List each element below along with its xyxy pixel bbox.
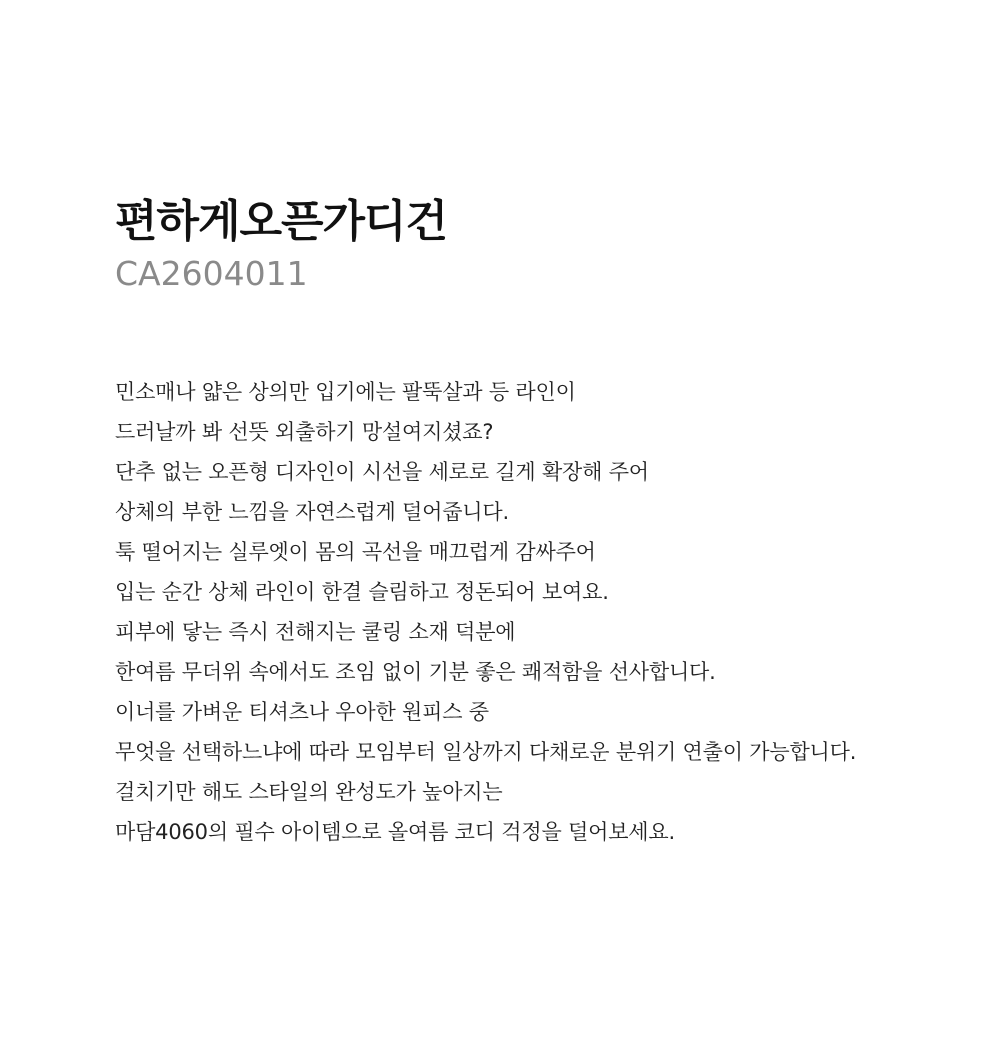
description-line: 걸치기만 해도 스타일의 완성도가 높아지는 (115, 780, 503, 804)
description-line: 피부에 닿는 즉시 전해지는 쿨링 소재 덕분에 (115, 620, 516, 644)
description-line: 드러날까 봐 선뜻 외출하기 망설여지셨죠? (115, 420, 494, 444)
product-header (115, 192, 975, 296)
description-line: 이너를 가벼운 티셔츠나 우아한 원피스 중 (115, 700, 489, 724)
description-line: 단추 없는 오픈형 디자인이 시선을 세로로 길게 확장해 주어 (115, 460, 649, 484)
description-line: 입는 순간 상체 라인이 한결 슬림하고 정돈되어 보여요. (115, 580, 609, 604)
description-line: 툭 떨어지는 실루엣이 몸의 곡선을 매끄럽게 감싸주어 (115, 540, 596, 564)
product-title: 편하게오픈가디건 (115, 196, 448, 247)
description-line: 한여름 무더위 속에서도 조임 없이 기분 좋은 쾌적함을 선사합니다. (115, 660, 716, 684)
description-line: 마담4060의 필수 아이템으로 올여름 코디 걱정을 덜어보세요. (115, 820, 675, 844)
description-line: 민소매나 얇은 상의만 입기에는 팔뚝살과 등 라인이 (115, 380, 576, 404)
product-code: CA2604011 (115, 254, 308, 293)
description-line: 상체의 부한 느낌을 자연스럽게 덜어줍니다. (115, 500, 509, 524)
description-line: 무엇을 선택하느냐에 따라 모임부터 일상까지 다채로운 분위기 연출이 가능합니다. (115, 740, 857, 764)
product-description (115, 372, 975, 852)
